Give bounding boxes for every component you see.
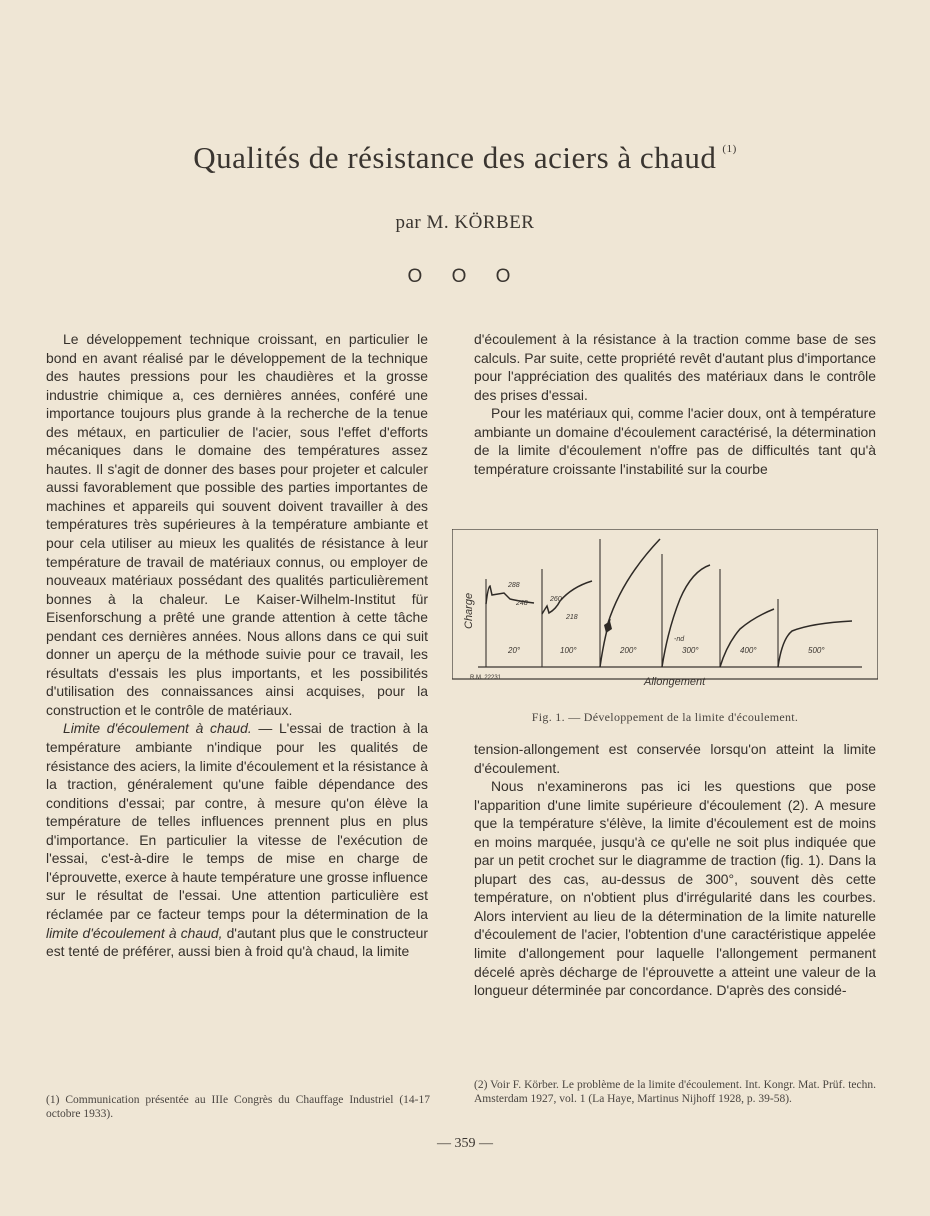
figure-caption: Fig. 1. — Développement de la limite d'écoulement. [531, 710, 799, 724]
panel-20-temp: 20° [508, 646, 521, 655]
panel-300-temp: 300° [682, 646, 699, 655]
figure-1 [452, 529, 878, 725]
article-title-text: Qualités de résistance des aciers à chaud [193, 140, 717, 175]
right-column-bottom [474, 740, 876, 1000]
curve-500 [778, 621, 852, 667]
author-byline: par M. KÖRBER [395, 212, 535, 233]
panel-100-temp: 100° [560, 646, 577, 655]
limit-text-1: — L'essai de traction à la température ambiante n'indique pour les qualités de résistance des aciers, la limite d'écoulement et la résistance à la traction, généralement qu'une faible dépendance des conditions d'essai; par contre, à mesure qu'on élève la température de telles influences prennent plus en plus d'importance. En particulier la vitesse de l'exécution de l'essai, c'est-à-dire le temps de mise en charge de l'éprouvette, exerce à haute température une grosse influence sur le résultat de l'essai. Une attention particulière est réclamée par ce facteur temps pour la détermination de la [46, 720, 428, 922]
limit-heading: Limite d'écoulement à chaud. [63, 720, 252, 737]
left-column [46, 330, 428, 961]
panel-100-lower: 218 [566, 614, 578, 621]
footnote-2: (2) Voir F. Körber. Le problème de la limite d'écoulement. Int. Kongr. Mat. Prüf. techn. Amsterdam 1927, vol. 1 (La Haye, Martinus Nijhoff 1928, p. 39-58). [474, 1079, 876, 1105]
title-footnote-marker: (1) [722, 143, 737, 155]
right-paragraph-2: Pour les matériaux qui, comme l'acier doux, ont à température ambiante un domaine d'écoulement caractérisé, la détermination de la limite d'écoulement n'offre pas de difficultés tant qu'à température croissante l'instabilité sur la courbe [474, 405, 876, 477]
panel-20-upper: 288 [508, 582, 520, 589]
figure-ref-label: R.M. 22231 [470, 675, 502, 681]
panel-100-upper: 260 [550, 596, 562, 603]
panel-300-lower: -nd [674, 636, 685, 643]
curves [486, 539, 852, 667]
panel-20-lower: 248 [516, 600, 528, 607]
page-number: — 359 — [437, 1136, 493, 1151]
footnote-1: (1) Communication présentée au IIIe Congrès du Chauffage Industriel (14-17 octobre 1933). [46, 1094, 430, 1120]
x-axis-label: Allongement [644, 676, 706, 688]
limit-paragraph [46, 719, 428, 960]
curve-200-marker [604, 621, 612, 633]
limit-text-2: d'autant plus que le constructeur est tenté de préférer, aussi bien à froid qu'à chaud, la limite [46, 924, 428, 960]
article-title [0, 140, 930, 176]
y-axis-label: Charge [463, 592, 475, 629]
right-paragraph-4: Nous n'examinerons pas ici les questions que pose l'apparition d'une limite supérieure d'écoulement (2). A mesure que la température s'élève, la limite d'écoulement est de moins en moins marquée, jusqu'à ce qu'elle ne soit plus indiquée que par un petit crochet sur le diagramme de traction (fig. 1). Dans la plupart des cas, au-dessus de 300°, souvent dès cette température, on n'obtient plus d'irrégularité dans les courbes. Alors intervient au lieu de la détermination de la limite naturelle d'écoulement de l'acier, l'obtention d'une caractéristique appelée limite d'allongement pour laquelle l'allongement permanent décelé après décharge de l'éprouvette a atteint une valeur de la longueur déterminée par concordance. D'après des considé- [474, 778, 876, 999]
intro-paragraph: Le développement technique croissant, en particulier le bond en avant réalisé par le développement de la technique des hautes pressions pour les chaudières et la grosse industrie chimique a, ces dernières années, conféré une importance toujours plus grande à la recherche de la tenue des métaux, en particulier de l'acier, sous l'effet d'efforts mécaniques dans le domaine des températures assez hautes. Il s'agit de donner des bases pour projeter et calculer aussi favorablement que possible des parties importantes de machines et appareils qui souvent doivent travailler à des températures très supérieures à la température ambiante et pour cela utiliser au mieux les qualités de résistance à leur température de travail de matériaux connus, ou employer de nouveaux matériaux possédant des qualités particulièrement bonnes à la chaleur. Le Kaiser-Wilhelm-Institut für Eisenforschung a prêté une grande attention à cette tâche pendant ces dernières années. Nous allons dans ce qui suit donner un aperçu de la méthode suivie pour ce travail, les résultats d'essais les plus importants, et les possibilités d'utilisation des connaissances ainsi acquises, pour la construction et le contrôle de matériaux. [46, 331, 428, 718]
figure-1-diagram [452, 529, 878, 709]
right-paragraph-continued: d'écoulement à la résistance à la traction comme base de ses calculs. Par suite, cette propriété revêt d'autant plus d'importance pour l'appréciation des qualités des matériaux dans le contrôle des prises d'essai. [474, 331, 876, 403]
right-paragraph-3: tension-allongement est conservée lorsqu'on atteint la limite d'écoulement. [474, 741, 876, 776]
panel-400-temp: 400° [740, 646, 757, 655]
panel-200-temp: 200° [620, 646, 637, 655]
panel-500-temp: 500° [808, 646, 825, 655]
right-column-top [474, 330, 876, 478]
limit-italic-term: limite d'écoulement à chaud, [46, 924, 223, 941]
curve-400 [720, 609, 774, 667]
section-ornament: O O O [407, 266, 523, 287]
